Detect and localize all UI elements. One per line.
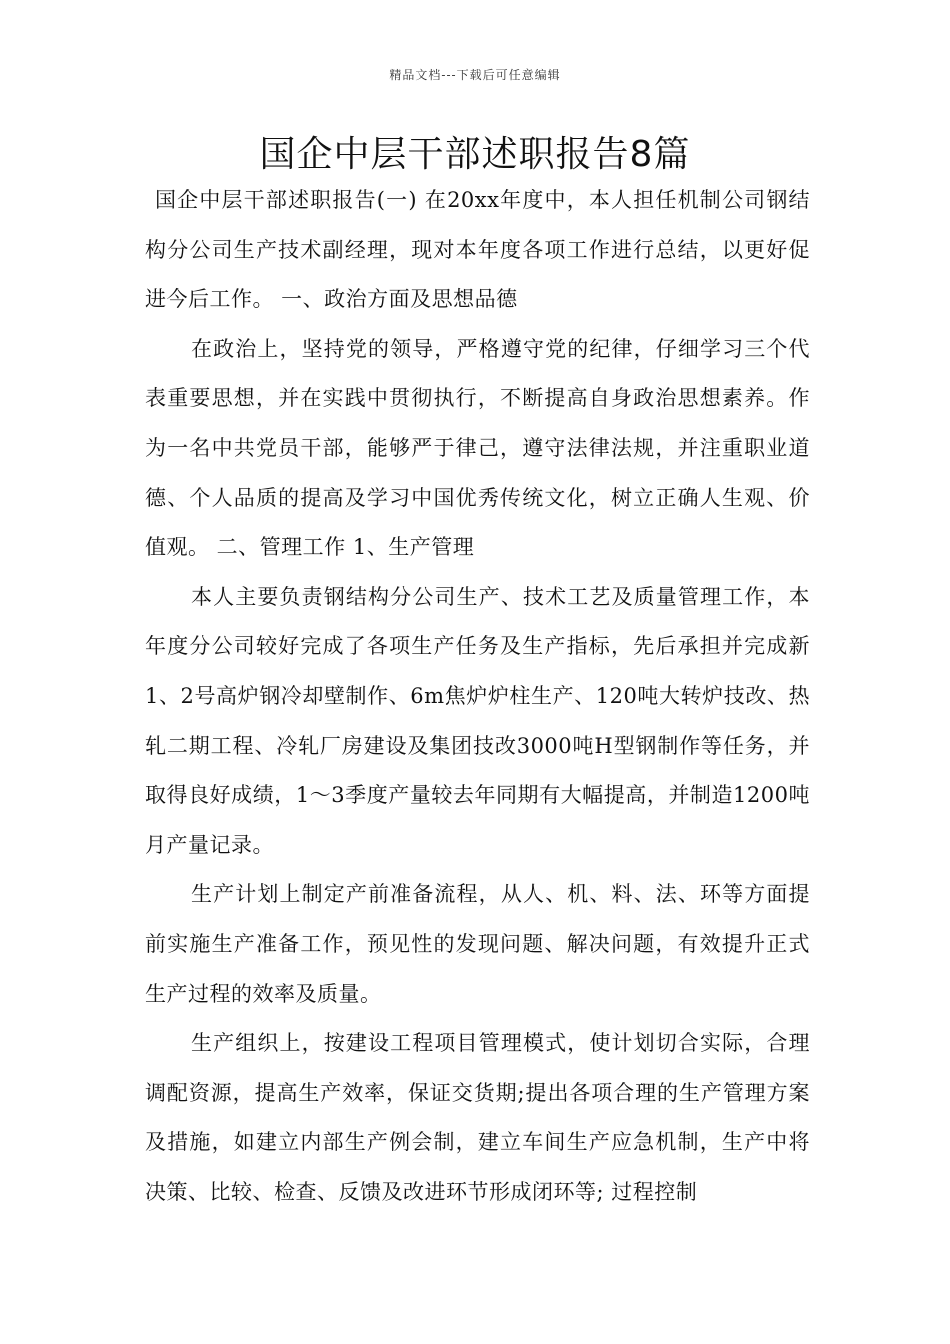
paragraph-4: 生产计划上制定产前准备流程，从人、机、料、法、环等方面提前实施生产准备工作，预见性的发现问题、解决问题，有效提升正式生产过程的效率及质量。 — [145, 882, 810, 1006]
document-body — [145, 176, 810, 1217]
document-title: 国企中层干部述职报告8篇 — [259, 134, 691, 175]
paragraph-5: 生产组织上，按建设工程项目管理模式，使计划切合实际，合理调配资源，提高生产效率，保证交货期;提出各项合理的生产管理方案及措施，如建立内部生产例会制，建立车间生产应急机制，生产中将决策、比较、检查、反馈及改进环节形成闭环等; 过程控制 — [145, 1031, 810, 1204]
header-note: 精品文档---下载后可任意编辑 — [389, 68, 561, 82]
paragraph-2: 在政治上，坚持党的领导，严格遵守党的纪律，仔细学习三个代表重要思想，并在实践中贯彻执行，不断提高自身政治思想素养。作为一名中共党员干部，能够严于律己，遵守法律法规，并注重职业道德、个人品质的提高及学习中国优秀传统文化，树立正确人生观、价值观。 二、管理工作 1、生产管理 — [145, 336, 810, 560]
paragraph-1: 国企中层干部述职报告(一) 在20xx年度中，本人担任机制公司钢结构分公司生产技术副经理，现对本年度各项工作进行总结，以更好促进今后工作。 一、政治方面及思想品德 — [145, 188, 810, 312]
paragraph-3: 本人主要负责钢结构分公司生产、技术工艺及质量管理工作，本年度分公司较好完成了各项生产任务及生产指标，先后承担并完成新1、2号高炉钢冷却壁制作、6m焦炉炉柱生产、120吨大转炉技改、热轧二期工程、冷轧厂房建设及集团技改3000吨H型钢制作等任务，并取得良好成绩，1～3季度产量较去年同期有大幅提高，并制造1200吨月产量记录。 — [145, 584, 810, 857]
